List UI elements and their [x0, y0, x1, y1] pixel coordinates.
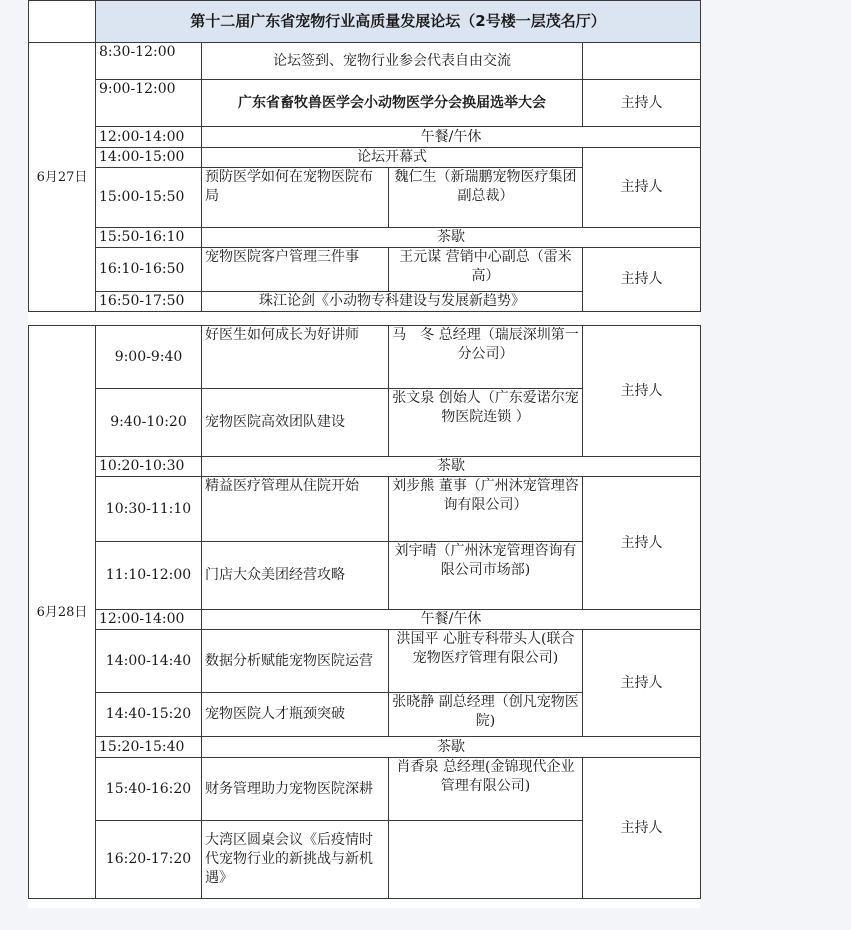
time-cell: 15:00-15:50 [96, 168, 202, 228]
header-blank-cell [29, 1, 96, 43]
table-row [29, 248, 701, 292]
table-row [29, 737, 701, 758]
speaker-cell: 马 冬 总经理（瑞辰深圳第一分公司） [389, 326, 583, 389]
host-cell: 主持人 [583, 630, 701, 737]
speaker-cell: 魏仁生（新瑞鹏宠物医疗集团副总裁） [389, 168, 583, 228]
date-day1: 6月27日 [29, 43, 96, 312]
forum-title: 第十二届广东省宠物行业高质量发展论坛（2号楼一层茂名厅） [96, 1, 701, 43]
time-cell: 15:50-16:10 [96, 228, 202, 248]
election-session-cell: 广东省畜牧兽医学会小动物医学分会换届选举大会 [202, 80, 583, 127]
host-cell: 主持人 [583, 148, 701, 228]
time-cell: 8:30-12:00 [96, 43, 202, 80]
time-cell: 15:20-15:40 [96, 737, 202, 758]
topic-cell: 数据分析赋能宠物医院运营 [202, 630, 389, 693]
table-row [29, 127, 701, 148]
host-cell: 主持人 [583, 758, 701, 899]
session-cell: 珠江论剑《小动物专科建设与发展新趋势》 [202, 292, 583, 312]
break-cell: 茶歇 [202, 228, 701, 248]
schedule-sheet [28, 0, 700, 908]
speaker-cell [389, 821, 583, 899]
table-row [29, 43, 701, 80]
time-cell: 10:30-11:10 [96, 477, 202, 542]
topic-cell: 宠物医院人才瓶颈突破 [202, 693, 389, 737]
table-row [29, 80, 701, 127]
table-row [29, 228, 701, 248]
table-row [29, 326, 701, 389]
time-cell: 12:00-14:00 [96, 127, 202, 148]
time-cell: 12:00-14:00 [96, 610, 202, 630]
topic-cell: 财务管理助力宠物医院深耕 [202, 758, 389, 821]
break-cell: 午餐/午休 [202, 127, 701, 148]
table-row [29, 758, 701, 821]
time-cell: 14:40-15:20 [96, 693, 202, 737]
schedule-table-day2 [28, 325, 701, 899]
time-cell: 16:20-17:20 [96, 821, 202, 899]
table-row [29, 630, 701, 693]
time-cell: 9:00-12:00 [96, 80, 202, 127]
speaker-cell: 刘步熊 董事（广州沐宠管理咨询有限公司） [389, 477, 583, 542]
speaker-cell: 肖香泉 总经理(金锦现代企业管理有限公司) [389, 758, 583, 821]
host-cell: 主持人 [583, 248, 701, 312]
speaker-cell: 张文泉 创始人（广东爱诺尔宠物医院连锁 ） [389, 389, 583, 457]
speaker-cell: 洪国平 心脏专科带头人(联合宠物医疗管理有限公司) [389, 630, 583, 693]
table-row [29, 457, 701, 477]
time-cell: 15:40-16:20 [96, 758, 202, 821]
topic-cell: 预防医学如何在宠物医院布局 [202, 168, 389, 228]
topic-cell: 门店大众美团经营攻略 [202, 542, 389, 610]
time-cell: 14:00-14:40 [96, 630, 202, 693]
speaker-cell: 刘宇晴（广州沐宠管理咨询有限公司市场部) [389, 542, 583, 610]
time-cell: 11:10-12:00 [96, 542, 202, 610]
host-cell: 主持人 [583, 326, 701, 457]
break-cell: 午餐/午休 [202, 610, 701, 630]
session-cell: 论坛开幕式 [202, 148, 583, 168]
schedule-table [28, 0, 701, 312]
date-day2: 6月28日 [29, 326, 96, 899]
empty-host-cell [583, 43, 701, 80]
topic-cell: 好医生如何成长为好讲师 [202, 326, 389, 389]
time-cell: 14:00-15:00 [96, 148, 202, 168]
table-row [29, 610, 701, 630]
time-cell: 9:00-9:40 [96, 326, 202, 389]
topic-cell: 宠物医院高效团队建设 [202, 389, 389, 457]
table-row [29, 148, 701, 168]
time-cell: 9:40-10:20 [96, 389, 202, 457]
time-cell: 10:20-10:30 [96, 457, 202, 477]
speaker-cell: 张晓静 副总经理（创凡宠物医院) [389, 693, 583, 737]
speaker-cell: 王元谋 营销中心副总（雷米高） [389, 248, 583, 292]
time-cell: 16:50-17:50 [96, 292, 202, 312]
break-cell: 茶歇 [202, 457, 701, 477]
topic-cell: 宠物医院客户管理三件事 [202, 248, 389, 292]
table-header-row [29, 1, 701, 43]
topic-cell: 大湾区圆桌会议《后疫情时代宠物行业的新挑战与新机遇》 [202, 821, 389, 899]
time-cell: 16:10-16:50 [96, 248, 202, 292]
session-cell: 论坛签到、宠物行业参会代表自由交流 [202, 43, 583, 80]
host-cell: 主持人 [583, 80, 701, 127]
table-row [29, 477, 701, 542]
host-cell: 主持人 [583, 477, 701, 610]
break-cell: 茶歇 [202, 737, 701, 758]
topic-cell: 精益医疗管理从住院开始 [202, 477, 389, 542]
